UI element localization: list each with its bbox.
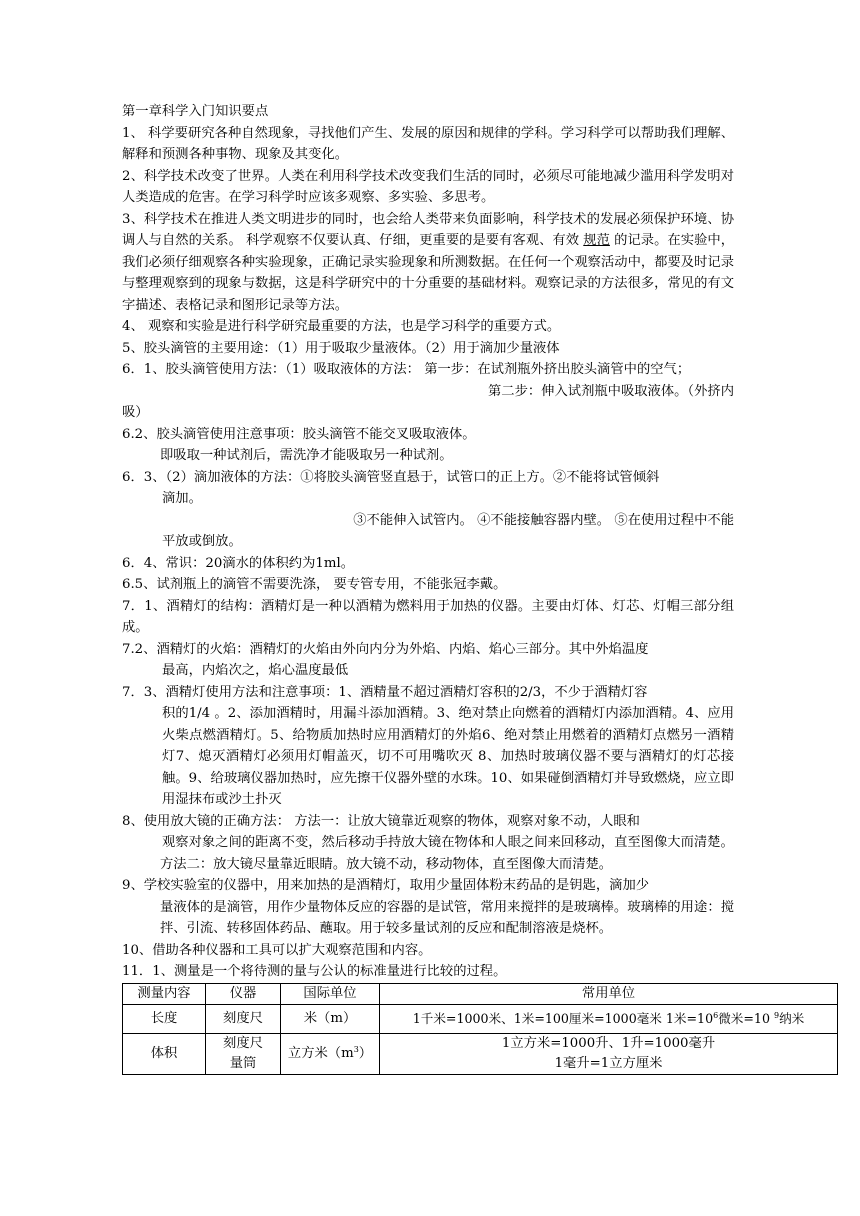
cell-si-unit: [281, 1033, 380, 1074]
common-unit-line-1: 1立方米=1000升、1升=1000毫升: [501, 1035, 716, 1051]
paragraph-7-3-cont: 积的1/4 。2、添加酒精时，用漏斗添加酒精。3、绝对禁止向燃着的酒精灯内添加酒精。4、应用火柴点燃酒精灯。5、给物质加热时应用酒精灯的外焰6、绝对禁止用燃着的酒精灯点燃另一酒精灯7、熄灭酒精灯必须用灯帽盖灭，切不可用嘴吹灭 8、加热时玻璃仪器不要与酒精灯的灯芯接触。9、给玻璃仪器加热时，应先擦干仪器外壁的水珠。10、如果碰倒酒精灯并导致燃烧，应立即用湿抹布或沙土扑灭: [162, 706, 734, 807]
paragraph-6-3-rules: ③不能伸入试管内。 ④不能接触容器内壁。 ⑤在使用过程中不能: [353, 512, 734, 528]
common-unit-line-2: 1毫升=1立方厘米: [554, 1055, 663, 1071]
cell-content: 体积: [123, 1033, 206, 1074]
document-body: [122, 101, 805, 1075]
cell-instrument: [206, 1033, 281, 1074]
paragraph-7-2-cont: 最高，内焰次之，焰心温度最低: [162, 663, 349, 678]
paragraph-8-method2: 方法二：放大镜尽量靠近眼睛。放大镜不动，移动物体，直至图像大而清楚。: [160, 856, 613, 872]
header-common-unit: 常用单位: [380, 983, 838, 1004]
table-header-row: [123, 983, 838, 1004]
paragraph-11: 11．1、测量是一个将待测的量与公认的标准量进行比较的过程。: [122, 964, 507, 979]
paragraph-6-4: 6．4、常识：20滴水的体积约为1ml。: [122, 555, 355, 571]
paragraph-9: 9、学校实验室的仪器中，用来加热的是酒精灯，取用少量固体粉末药品的是钥匙，滴加少: [122, 878, 650, 893]
cell-content: 长度: [123, 1004, 206, 1033]
paragraph-6-1-step2: 第二步：伸入试剂瓶中吸取液体。（外挤内: [488, 383, 734, 399]
table-row: [123, 1004, 838, 1033]
header-si-unit: 国际单位: [281, 983, 380, 1004]
cell-si-unit: 米（m）: [281, 1004, 380, 1033]
paragraph-10: 10、借助各种仪器和工具可以扩大观察范围和内容。: [122, 942, 432, 958]
paragraph-8-cont: 观察对象之间的距离不变，然后移动手持放大镜在物体和人眼之间来回移动，直至图像大而清楚。: [162, 835, 734, 850]
paragraph-3-part-a: 3、科学技术在推进人类文明进步的同时，也会给人类带来负面影响，科学技术的发展必须保护环境、协调人与自然的关系。 科学观察不仅要认真、仔细，更重要的是要有客观、有效: [122, 211, 734, 248]
paragraph-9-cont: 量液体的是滴管，用作少量物体反应的容器的是试管，常用来搅拌的是玻璃棒。玻璃棒的用途：搅拌、引流、转移固体药品、蘸取。用于较多量试剂的反应和配制溶液是烧杯。: [160, 899, 734, 936]
cell-instrument: 刻度尺: [206, 1004, 281, 1033]
unit-exponent: 3: [353, 1044, 359, 1054]
paragraph-7-1: 7．1、酒精灯的结构：酒精灯是一种以酒精为燃料用于加热的仪器。主要由灯体、灯芯、灯帽三部分组成。: [122, 598, 734, 635]
paragraph-6-1: 6．1、胶头滴管使用方法：（1）吸取液体的方法： 第一步：在试剂瓶外挤出胶头滴管中的空气；: [122, 362, 691, 377]
paragraph-3-part-b: 的记录。在实验中，我们必须仔细观察各种实验现象，正确记录实验现象和所测数据。在任何一个观察活动中，都要及时记录与整理观察到的现象与数据，这是科学研究中的十分重要的基础材料。观察记录的方法很多，常见的有文字描述、表格记录和图形记录等方法。: [122, 233, 735, 313]
paragraph-6-3-end: 平放或倒放。: [162, 534, 242, 549]
paragraph-6-3: 6．3、（2）滴加液体的方法：①将胶头滴管竖直悬于，试管口的正上方。②不能将试管倾斜: [122, 469, 660, 485]
si-unit-part-b: ）: [358, 1045, 373, 1061]
paragraph-5: 5、胶头滴管的主要用途：（1）用于吸取少量液体。（2）用于滴加少量液体: [122, 340, 560, 356]
paragraph-7-3: 7．3、酒精灯使用方法和注意事项：1、酒精量不超过酒精灯容积的2/3，不少于酒精灯容: [122, 684, 648, 700]
paragraph-4: 4、 观察和实验是进行科学研究最重要的方法，也是学习科学的重要方式。: [122, 319, 561, 334]
si-unit-part-a: 立方米（m: [287, 1045, 354, 1061]
cell-common-unit: [380, 1033, 838, 1074]
measurement-table: [122, 983, 838, 1075]
paragraph-7-2: 7.2、酒精灯的火焰：酒精灯的火焰由外向内分为外焰、内焰、焰心三部分。其中外焰温度: [122, 641, 649, 657]
common-unit-part-b: 微米=10: [718, 1010, 774, 1026]
paragraph-6-2: 6.2、胶头滴管使用注意事项：胶头滴管不能交叉吸取液体。: [122, 426, 476, 442]
exponent-2: 9: [773, 1010, 780, 1020]
page-title: 第一章科学入门知识要点: [122, 104, 269, 119]
paragraph-6-1-end: 吸）: [122, 405, 149, 420]
paragraph-6-3-cont: 滴加。: [162, 491, 202, 506]
paragraph-2: 2、科学技术改变了世界。人类在利用科学技术改变我们生活的同时，必须尽可能地减少滥用科学发明对人类造成的危害。在学习科学时应该多观察、多实验、多思考。: [122, 168, 734, 205]
underlined-word: 规范: [583, 233, 610, 248]
paragraph-6-2-note: 即吸取一种试剂后，需洗净才能吸取另一种试剂。: [160, 448, 453, 463]
paragraph-6-5: 6.5、试剂瓶上的滴管不需要洗涤， 要专管专用，不能张冠李戴。: [122, 577, 507, 592]
table-row: [123, 1033, 838, 1074]
instrument-ruler: 刻度尺: [223, 1035, 263, 1051]
instrument-cylinder: 量筒: [229, 1055, 257, 1071]
exponent-1: 6: [713, 1010, 719, 1020]
common-unit-part-c: 纳米: [779, 1010, 805, 1026]
cell-common-unit: [380, 1004, 838, 1033]
header-instrument: 仪器: [206, 983, 281, 1004]
common-unit-part-a: 1千米=1000米、1米=100厘米=1000毫米 1米=10: [412, 1010, 714, 1026]
header-content: 测量内容: [123, 983, 206, 1004]
paragraph-3: [122, 209, 734, 317]
paragraph-1: 1、 科学要研究各种自然现象，寻找他们产生、发展的原因和规律的学科。学习科学可以帮助我们理解、解释和预测各种事物、现象及其变化。: [122, 125, 734, 162]
paragraph-8: 8、使用放大镜的正确方法： 方法一：让放大镜靠近观察的物体，观察对象不动，人眼和: [122, 813, 640, 829]
